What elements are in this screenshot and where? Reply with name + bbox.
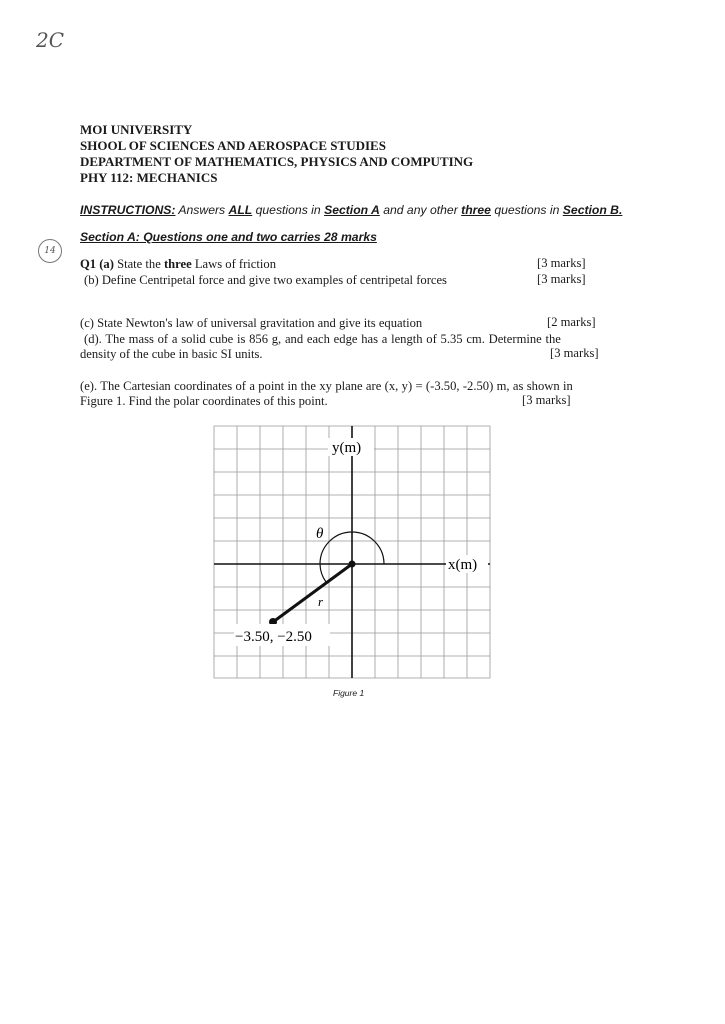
figure-caption: Figure 1 <box>333 688 365 698</box>
question-1e-line1: (e). The Cartesian coordinates of a point in the xy plane are (x, y) = (-3.50, -2.50) m, as shown in <box>80 379 573 393</box>
question-1d-line2: density of the cube in basic SI units. <box>80 347 263 361</box>
x-axis-label: x(m) <box>448 557 478 573</box>
figure-1-diagram <box>210 422 496 684</box>
instructions-text: questions in <box>490 203 563 217</box>
department-name: DEPARTMENT OF MATHEMATICS, PHYSICS AND COMPUTING <box>80 154 474 169</box>
instructions <box>80 203 622 217</box>
instructions-text: and any other <box>379 203 462 217</box>
marks-1c: [2 marks] <box>547 315 596 329</box>
question-1a <box>80 256 276 272</box>
instructions-three: three <box>461 203 491 217</box>
origin-point <box>349 561 356 568</box>
r-label: r <box>318 594 324 609</box>
question-emphasis: three <box>163 257 192 271</box>
question-1c: (c) State Newton's law of universal gravitation and give its equation <box>80 316 423 330</box>
handwritten-mark-top: 2C <box>36 28 65 52</box>
instructions-section-b: Section B. <box>562 203 623 217</box>
radius-line <box>273 564 352 622</box>
instructions-text: questions in <box>252 203 325 217</box>
instructions-section-a: Section A <box>324 203 380 217</box>
section-a-heading: Section A: Questions one and two carries 28 marks <box>80 230 377 244</box>
marks-1e: [3 marks] <box>522 393 571 407</box>
university-name: MOI UNIVERSITY <box>80 122 193 137</box>
question-text: Laws of friction <box>191 257 276 271</box>
point-coordinates-label: −3.50, −2.50 <box>235 629 312 645</box>
instructions-text: Answers <box>175 203 229 217</box>
instructions-all: ALL <box>228 203 253 217</box>
handwritten-score-circle <box>38 239 62 263</box>
exam-header <box>80 122 473 186</box>
y-axis-label: y(m) <box>332 440 362 456</box>
question-1b: (b) Define Centripetal force and give two examples of centripetal forces <box>84 273 447 287</box>
theta-arc-end <box>320 564 326 582</box>
marks-1b: [3 marks] <box>537 272 586 286</box>
instructions-label: INSTRUCTIONS: <box>80 203 176 217</box>
marks-1d: [3 marks] <box>550 346 599 360</box>
question-text: State the <box>113 257 164 271</box>
question-number: Q1 (a) <box>80 257 114 271</box>
course-title: PHY 112: MECHANICS <box>80 170 218 185</box>
marks-1a: [3 marks] <box>537 256 586 270</box>
question-1d-line1: (d). The mass of a solid cube is 856 g, and each edge has a length of 5.35 cm. Determine the <box>84 332 561 346</box>
handwritten-score: 14 <box>44 246 56 256</box>
question-1e-line2: Figure 1. Find the polar coordinates of this point. <box>80 394 328 408</box>
theta-label: θ <box>316 526 324 542</box>
school-name: SHOOL OF SCIENCES AND AEROSPACE STUDIES <box>80 138 386 153</box>
